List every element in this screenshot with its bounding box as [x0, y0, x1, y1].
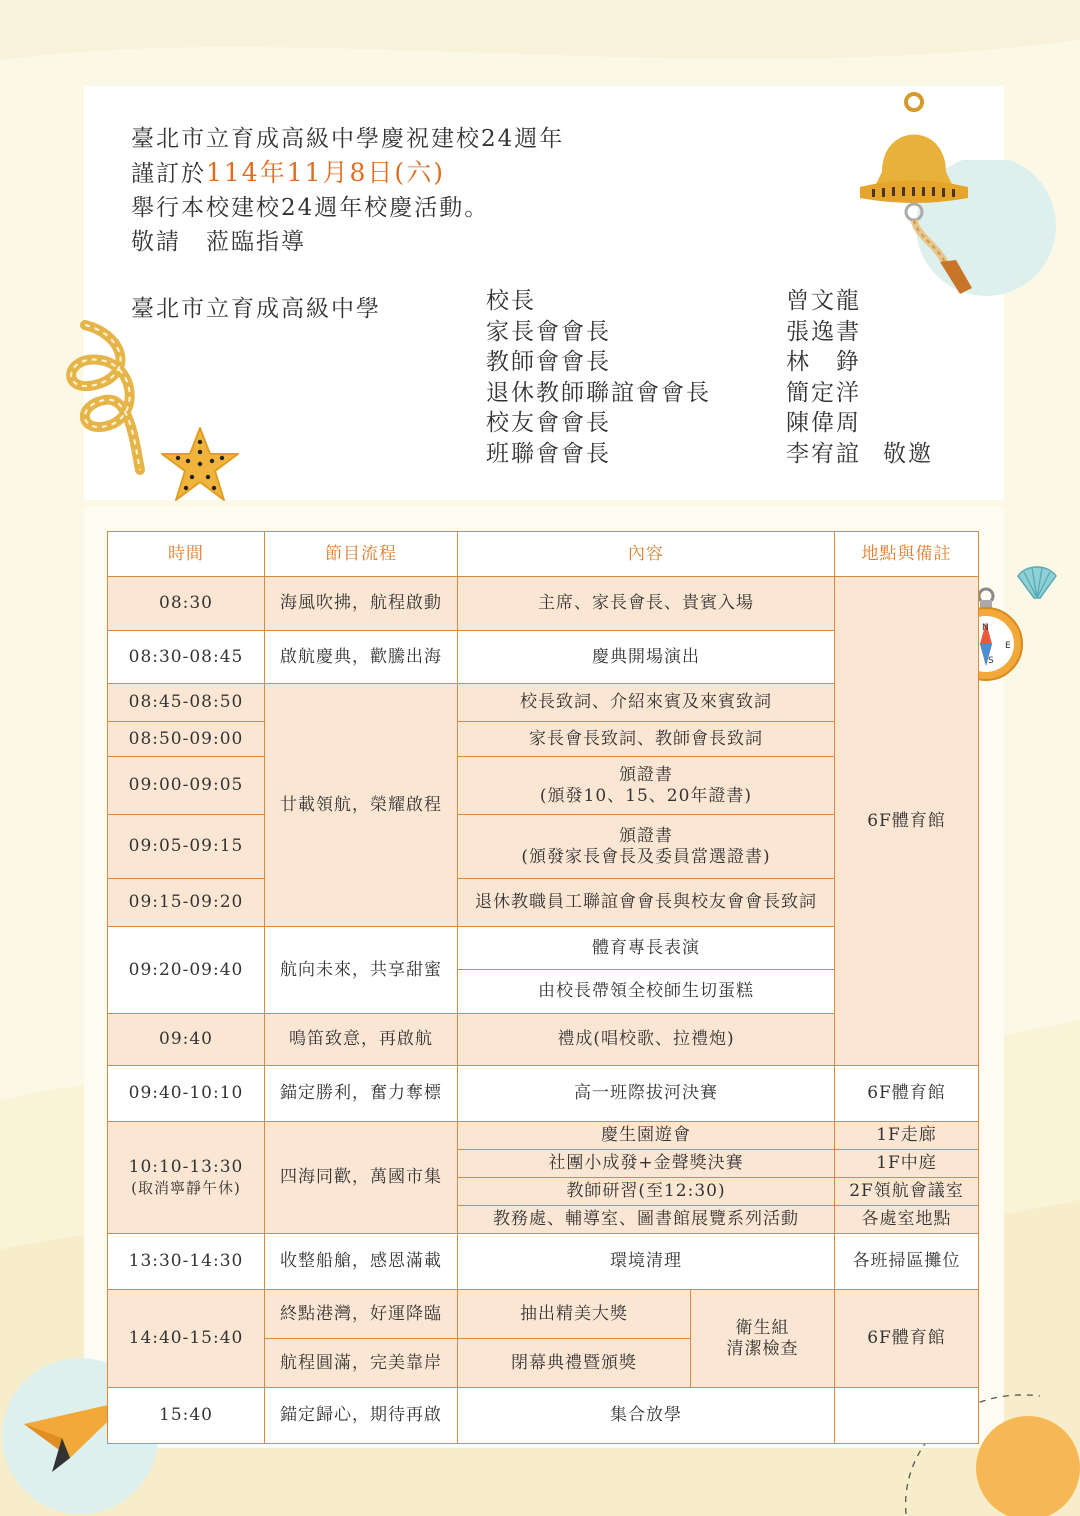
invitation-text	[131, 122, 564, 259]
row-content: 社團小成發+金聲獎決賽	[458, 1150, 835, 1178]
row-content: 集合放學	[458, 1388, 835, 1444]
row-content: 閉幕典禮暨頒獎	[458, 1339, 691, 1388]
content-line: 頒證書	[619, 764, 673, 785]
host-name-last	[786, 439, 933, 470]
row-time: 09:40-10:10	[108, 1066, 265, 1122]
row-time: 14:40-15:40	[108, 1290, 265, 1388]
host-roles	[486, 286, 711, 470]
row-program: 錨定歸心，期待再啟	[265, 1388, 458, 1444]
host-role: 校長	[486, 288, 536, 314]
row-location: 6F體育館	[835, 1066, 979, 1122]
row-time: 08:45-08:50	[108, 684, 265, 722]
starfish-icon	[158, 424, 242, 506]
invitation-line-3: 舉行本校建校24週年校慶活動。	[131, 195, 490, 221]
row-program: 鳴笛致意，再啟航	[265, 1014, 458, 1066]
host-name: 曾文龍	[786, 288, 861, 314]
row-note	[691, 1290, 835, 1388]
schedule-table	[107, 531, 979, 1444]
time-note: (取消寧靜午休)	[131, 1178, 241, 1197]
host-organization: 臺北市立育成高級中學	[131, 296, 381, 322]
row-program: 錨定勝利，奮力奪標	[265, 1066, 458, 1122]
bell-icon	[856, 92, 976, 302]
content-line: (頒發家長會長及委員當選證書)	[521, 846, 771, 867]
row-program: 終點港灣，好運降臨	[265, 1290, 458, 1339]
host-name: 簡定洋	[786, 379, 861, 406]
row-time: 09:05-09:15	[108, 815, 265, 879]
row-time: 08:30	[108, 577, 265, 631]
header-content: 內容	[458, 532, 835, 577]
host-role: 家長會會長	[486, 318, 611, 345]
rope-knot-icon	[55, 315, 155, 475]
header-time: 時間	[108, 532, 265, 577]
host-role: 校友會會長	[486, 410, 611, 437]
row-content: 家長會長致詞、教師會長致詞	[458, 722, 835, 757]
row-time: 09:40	[108, 1014, 265, 1066]
note-line: 清潔檢查	[726, 1338, 799, 1359]
row-time: 09:15-09:20	[108, 879, 265, 927]
row-time: 09:00-09:05	[108, 757, 265, 815]
row-program: 啟航慶典，歡騰出海	[265, 631, 458, 684]
row-location: 6F體育館	[835, 1290, 979, 1388]
row-location: 1F走廊	[835, 1122, 979, 1150]
row-location-empty	[835, 1388, 979, 1444]
host-role: 退休教師聯誼會會長	[486, 379, 711, 406]
row-time: 15:40	[108, 1388, 265, 1444]
row-content: 高一班際拔河決賽	[458, 1066, 835, 1122]
row-content: 教務處、輔導室、圖書館展覽系列活動	[458, 1206, 835, 1234]
host-name: 李宥誼	[786, 440, 861, 467]
row-content: 環境清理	[458, 1234, 835, 1290]
row-location: 各班掃區攤位	[835, 1234, 979, 1290]
row-time: 09:20-09:40	[108, 927, 265, 1014]
row-time: 13:30-14:30	[108, 1234, 265, 1290]
row-location: 各處室地點	[835, 1206, 979, 1234]
row-content: 抽出精美大獎	[458, 1290, 691, 1339]
invitation-date: 114年11月8日(六)	[206, 158, 445, 187]
time-line: 10:10-13:30	[128, 1156, 244, 1177]
svg-text:E: E	[1005, 641, 1011, 651]
row-program: 廿載領航，榮耀啟程	[265, 684, 458, 927]
row-content: 主席、家長會長、貴賓入場	[458, 577, 835, 631]
svg-text:S: S	[988, 656, 994, 666]
row-content: 由校長帶領全校師生切蛋糕	[458, 970, 835, 1014]
svg-text:N: N	[982, 623, 989, 633]
invitation-line-4: 敬請 蒞臨指導	[131, 229, 306, 255]
invitation-line-1: 臺北市立育成高級中學慶祝建校24週年	[131, 126, 565, 152]
row-time	[108, 1122, 265, 1234]
row-content: 退休教職員工聯誼會會長與校友會會長致詞	[458, 879, 835, 927]
row-location: 1F中庭	[835, 1150, 979, 1178]
row-content: 慶典開場演出	[458, 631, 835, 684]
row-content	[458, 815, 835, 879]
row-content: 禮成(唱校歌、拉禮炮)	[458, 1014, 835, 1066]
invitation-line-2	[131, 156, 564, 191]
header-location: 地點與備註	[835, 532, 979, 577]
row-content: 教師研習(至12:30)	[458, 1178, 835, 1206]
row-time: 08:50-09:00	[108, 722, 265, 757]
row-content: 校長致詞、介紹來賓及來賓致詞	[458, 684, 835, 722]
host-name: 陳偉周	[786, 410, 861, 437]
row-content: 慶生園遊會	[458, 1122, 835, 1150]
invitation-date-prefix: 謹訂於	[131, 161, 206, 187]
note-line: 衛生組	[735, 1317, 790, 1338]
row-program: 航向未來，共享甜蜜	[265, 927, 458, 1014]
row-location: 2F領航會議室	[835, 1178, 979, 1206]
content-line: (頒發10、15、20年證書)	[539, 785, 753, 806]
host-names	[786, 286, 933, 470]
row-program: 海風吹拂，航程啟動	[265, 577, 458, 631]
row-content: 體育專長表演	[458, 927, 835, 970]
row-program: 四海同歡，萬國市集	[265, 1122, 458, 1234]
row-program: 航程圓滿，完美靠岸	[265, 1339, 458, 1388]
host-name: 林 錚	[786, 349, 861, 376]
row-program: 收整船艙，感恩滿載	[265, 1234, 458, 1290]
row-time: 08:30-08:45	[108, 631, 265, 684]
closing-word: 敬邀	[883, 440, 933, 467]
header-program: 節目流程	[265, 532, 458, 577]
host-role: 教師會會長	[486, 349, 611, 376]
host-role: 班聯會會長	[486, 440, 611, 467]
main-location: 6F體育館	[835, 577, 979, 1066]
host-name: 張逸書	[786, 318, 861, 345]
content-line: 頒證書	[619, 825, 673, 846]
row-content	[458, 757, 835, 815]
